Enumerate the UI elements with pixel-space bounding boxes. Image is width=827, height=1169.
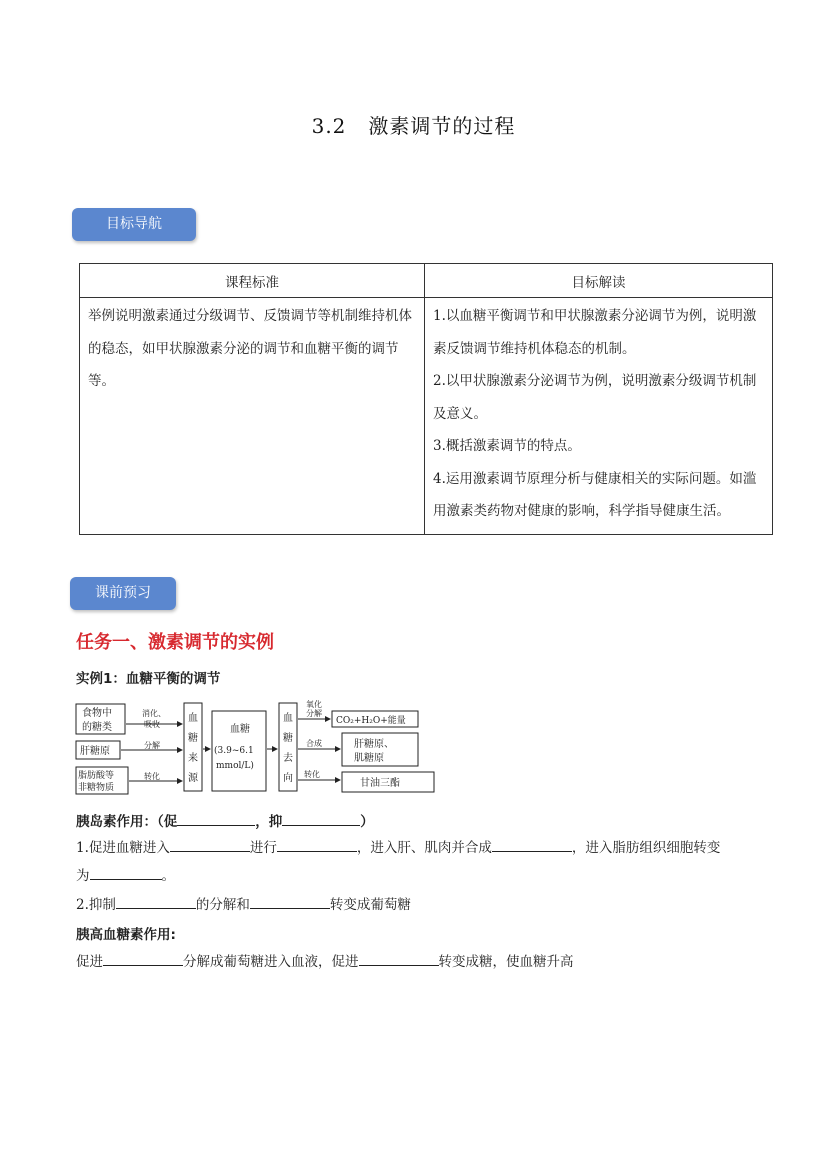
insulin-line1 — [76, 837, 766, 858]
text: 分解成葡萄糖进入血液，促进 — [183, 954, 359, 970]
task-heading: 任务一、激素调节的实例 — [76, 632, 274, 653]
blank[interactable] — [177, 811, 255, 826]
arrow-label-oxidize1: 氧化 — [306, 700, 322, 709]
blank[interactable] — [282, 811, 360, 826]
goals-cell — [425, 298, 773, 535]
source-food-line1: 食物中 — [82, 708, 112, 719]
dest-label-char3: 去 — [283, 753, 293, 764]
insulin-heading-c: ） — [360, 814, 374, 830]
source-label-char4: 源 — [188, 773, 198, 784]
dest-glycogen-line2: 肌糖原 — [354, 753, 384, 764]
source-label-char2: 糖 — [188, 733, 198, 744]
insulin-line2 — [76, 894, 766, 915]
text: 转变成糖，使血糖升高 — [438, 954, 574, 970]
curriculum-standard-cell: 举例说明激素通过分级调节、反馈调节等机制维持机体的稳态，如甲状腺激素分泌的调节和血糖平衡的调节等。 — [80, 298, 425, 535]
center-label: 血糖 — [230, 724, 250, 735]
glucagon-line — [76, 951, 766, 972]
source-label-char3: 来 — [188, 753, 198, 764]
section-badge-preview: 课前预习 — [70, 577, 176, 610]
dest-label-char1: 血 — [283, 713, 293, 724]
source-nonsugar-line1: 脂肪酸等 — [78, 771, 115, 781]
text: 2.抑制 — [76, 897, 116, 913]
text: 为 — [76, 868, 90, 884]
text: ，进入脂肪组织细胞转变 — [571, 840, 721, 856]
arrow-label-convert: 转化 — [144, 772, 160, 781]
example-title: 实例1：血糖平衡的调节 — [76, 671, 221, 687]
source-food-line2: 的糖类 — [82, 722, 112, 733]
table-header-standard: 课程标准 — [80, 264, 425, 298]
table-header-goals: 目标解读 — [425, 264, 773, 298]
title-text: 激素调节的过程 — [368, 114, 516, 138]
goal-item: 1.以血糖平衡调节和甲状腺激素分泌调节为例，说明激素反馈调节维持机体稳态的机制。 — [433, 308, 757, 357]
arrow-label-digest: 消化、 — [142, 709, 166, 718]
arrow-label-oxidize2: 分解 — [306, 709, 322, 718]
goal-item: 2.以甲状腺激素分泌调节为例，说明激素分级调节机制及意义。 — [433, 373, 757, 422]
blank[interactable] — [492, 837, 572, 852]
glucagon-heading: 胰高血糖素作用: — [76, 927, 176, 943]
insulin-heading — [76, 810, 374, 830]
goal-item: 3.概括激素调节的特点。 — [433, 438, 581, 454]
blood-sugar-diagram — [74, 697, 439, 795]
text: ，进入肝、肌肉并合成 — [356, 840, 492, 856]
arrow-label-decompose: 分解 — [144, 741, 160, 750]
source-nonsugar-line2: 非糖物质 — [78, 783, 115, 793]
arrow-label-transform: 转化 — [304, 770, 320, 779]
text: 1.促进血糖进入 — [76, 840, 170, 856]
blank[interactable] — [170, 837, 250, 852]
insulin-heading-a: 胰岛素作用：（促 — [76, 814, 178, 830]
center-unit: mmol/L) — [216, 761, 254, 771]
source-liver-text: 肝糖原 — [80, 746, 110, 757]
page-title — [0, 110, 827, 139]
center-range: (3.9~6.1 — [214, 746, 254, 756]
arrow-label-synthesize: 合成 — [306, 739, 322, 748]
dest-triglyceride-text: 甘油三酯 — [360, 778, 400, 789]
text: 转变成葡萄糖 — [329, 897, 411, 913]
standard-table — [79, 263, 773, 535]
insulin-line1-cont — [76, 865, 766, 886]
dest-glycogen-line1: 肝糖原、 — [354, 739, 394, 750]
text: 。 — [161, 868, 175, 884]
goal-item: 4.运用激素调节原理分析与健康相关的实际问题。如滥用激素类药物对健康的影响，科学指导健康生活。 — [433, 470, 757, 519]
dest-label-char4: 向 — [283, 773, 293, 784]
blank[interactable] — [90, 865, 162, 880]
blank[interactable] — [277, 837, 357, 852]
blank[interactable] — [103, 951, 183, 966]
title-number: 3.2 — [311, 114, 347, 138]
insulin-heading-b: ，抑 — [255, 814, 283, 830]
blank[interactable] — [116, 894, 196, 909]
dest-label-char2: 糖 — [283, 733, 293, 744]
text: 进行 — [249, 840, 277, 856]
text: 促进 — [76, 954, 103, 970]
blank[interactable] — [359, 951, 439, 966]
dest-energy-text: CO₂+H₂O+能量 — [336, 716, 406, 726]
arrow-label-absorb: 吸收 — [144, 720, 160, 729]
blank[interactable] — [250, 894, 330, 909]
source-label-char1: 血 — [188, 713, 198, 724]
section-badge-nav: 目标导航 — [72, 208, 196, 241]
text: 的分解和 — [195, 897, 250, 913]
